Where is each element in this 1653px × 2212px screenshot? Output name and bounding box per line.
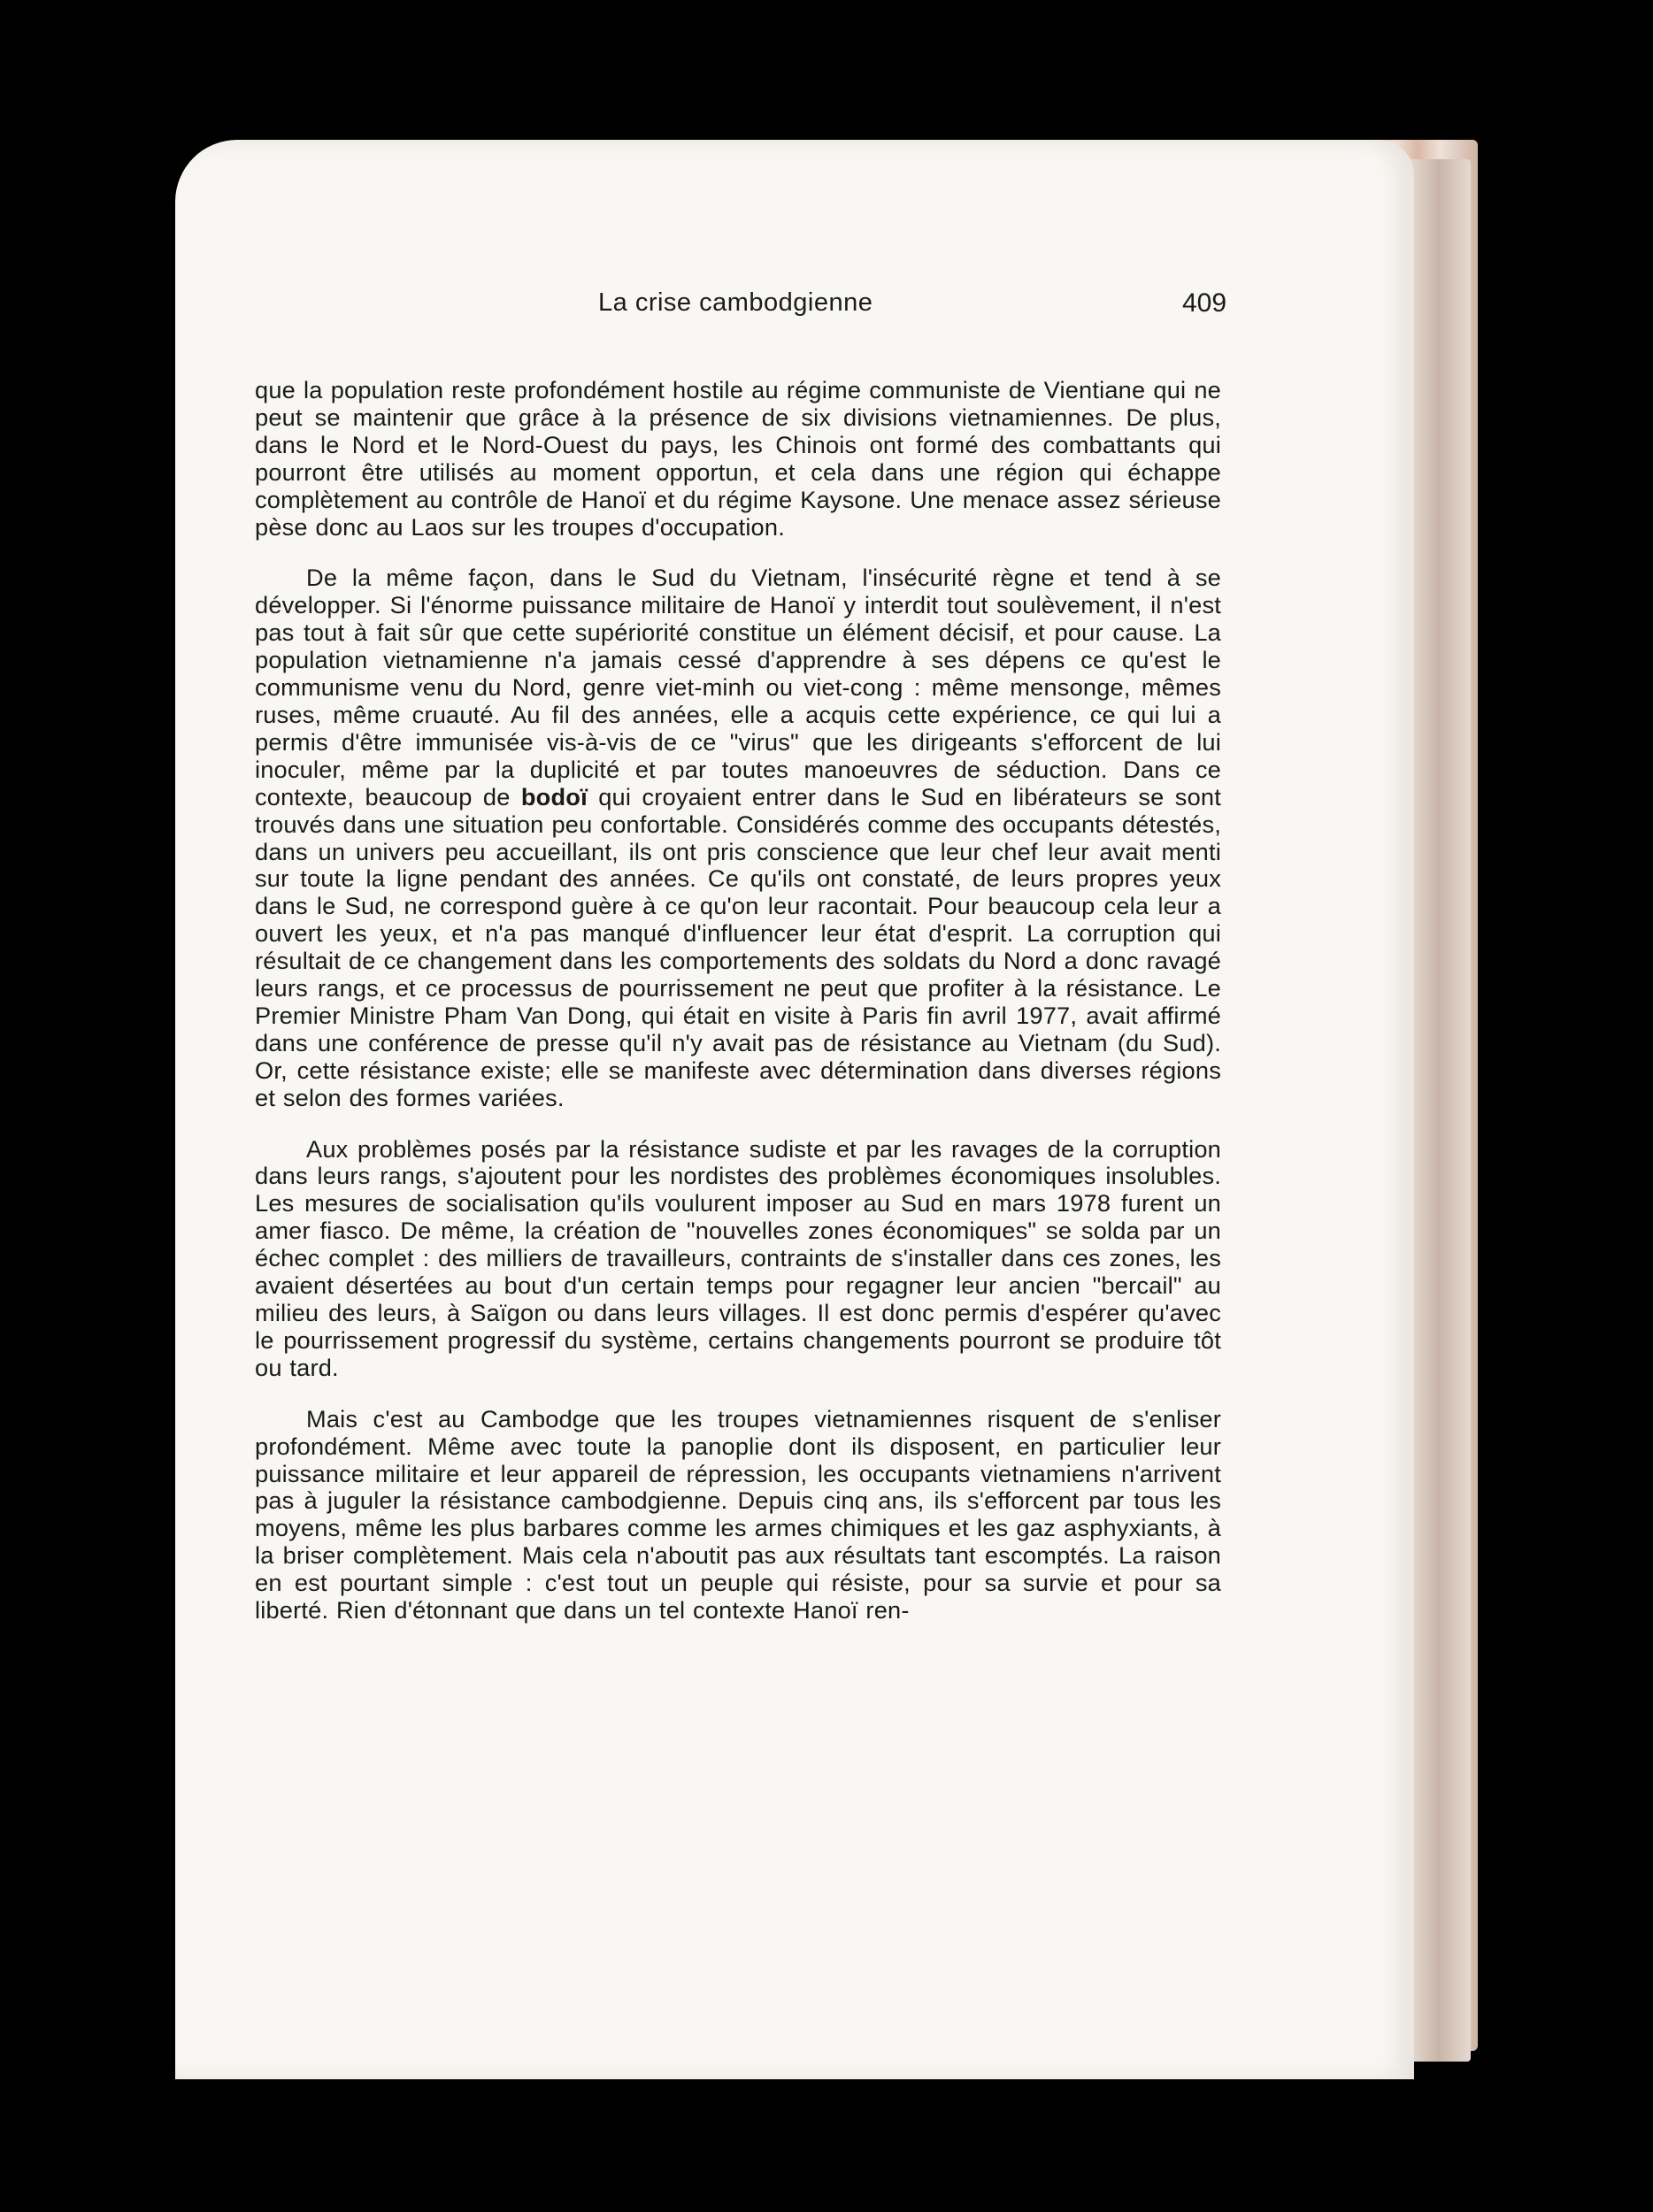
paragraph-1: que la population reste profondément hostile au régime communiste de Vientiane qui ne peut se maintenir que grâce à la présence de six divisions vietnamiennes. De plus, dans le Nord et le Nord-Ouest du pays, les Chinois ont formé des combattants qui pourront être utilisés au moment opportun, et cela dans une région qui échappe complètement au contrôle de Hanoï et du régime Kaysone. Une menace assez sérieuse pèse donc au Laos sur les troupes d'occupation. (255, 376, 1221, 541)
page-header (175, 288, 1414, 324)
page-number: 409 (1182, 288, 1227, 318)
page-edges-lower (1407, 159, 1471, 2062)
running-title: La crise cambodgienne (598, 288, 873, 317)
paragraph-3: Aux problèmes posés par la résistance sudiste et par les ravages de la corruption dans leurs rangs, s'ajoutent pour les nordistes des problèmes économiques insolubles. Les mesures de socialisation qu'ils voulurent imposer au Sud en mars 1978 furent un amer fiasco. De même, la création de "nouvelles zones économiques" se solda par un échec complet : des milliers de travailleurs, contraints de s'installer dans ces zones, les avaient désertées au bout d'un certain temps pour regagner leur ancien "bercail" au milieu des leurs, à Saïgon ou dans leurs villages. Il est donc permis d'espérer qu'avec le pourrissement progressif du système, certains changements pourront se produire tôt ou tard. (255, 1134, 1221, 1381)
paragraph-2-text-before: De la même façon, dans le Sud du Vietnam, l'insécurité règne et tend à se développer. Si l'énorme puissance militaire de Hanoï y interdit tout soulèvement, il n'est pas tout à fait sûr que cette supériorité constitue un élément décisif, et pour cause. La population vietnamienne n'a jamais cessé d'apprendre à ses dépens ce qu'est le communisme venu du Nord, genre viet-minh ou viet-cong : même mensonge, mêmes ruses, même cruauté. Au fil des années, elle a acquis cette expérience, ce qui lui a permis d'être immunisée vis-à-vis de ce "virus" que les dirigeants s'efforcent de lui inoculer, même par la duplicité et par toutes manoeuvres de séduction. Dans ce contexte, beaucoup de (255, 564, 1221, 810)
bold-term: bodoï (520, 782, 588, 810)
paragraph-2-text-after: qui croyaient entrer dans le Sud en libérateurs se sont trouvés dans une situation peu confortable. Considérés comme des occupants détestés, dans un univers peu accueillant, ils ont pris conscience que leur chef leur avait menti sur toute la ligne pendant des années. Ce qu'ils ont constaté, de leurs propres yeux dans le Sud, ne correspond guère à ce qu'on leur racontait. Pour beaucoup cela leur a ouvert les yeux, et n'a pas manqué d'influencer leur état d'esprit. La corruption qui résultait de ce changement dans les comportements des soldats du Nord a donc ravagé leurs rangs, et ce processus de pourrissement ne peut que profiter à la résistance. Le Premier Ministre Pham Van Dong, qui était en visite à Paris fin avril 1977, avait affirmé dans une conférence de presse qu'il n'y avait pas de résistance au Vietnam (du Sud). Or, cette résistance existe; elle se manifeste avec détermination dans diverses régions et selon des formes variées. (255, 782, 1221, 1111)
paragraph-4: Mais c'est au Cambodge que les troupes vietnamiennes risquent de s'enliser profondément. Même avec toute la panoplie dont ils disposent, en particulier leur puissance militaire et leur appareil de répression, les occupants vietnamiens n'arrivent pas à juguler la résistance cambodgienne. Depuis cinq ans, ils s'efforcent par tous les moyens, même les plus barbares comme les armes chimiques et les gaz asphyxiants, à la briser complètement. Mais cela n'aboutit pas aux résultats tant escomptés. La raison en est pourtant simple : c'est tout un peuple qui résiste, pour sa survie et pour sa liberté. Rien d'étonnant que dans un tel contexte Hanoï ren- (255, 1404, 1221, 1624)
book-page (175, 140, 1414, 2079)
paragraph-2 (255, 565, 1221, 1111)
body-text (255, 377, 1221, 1648)
